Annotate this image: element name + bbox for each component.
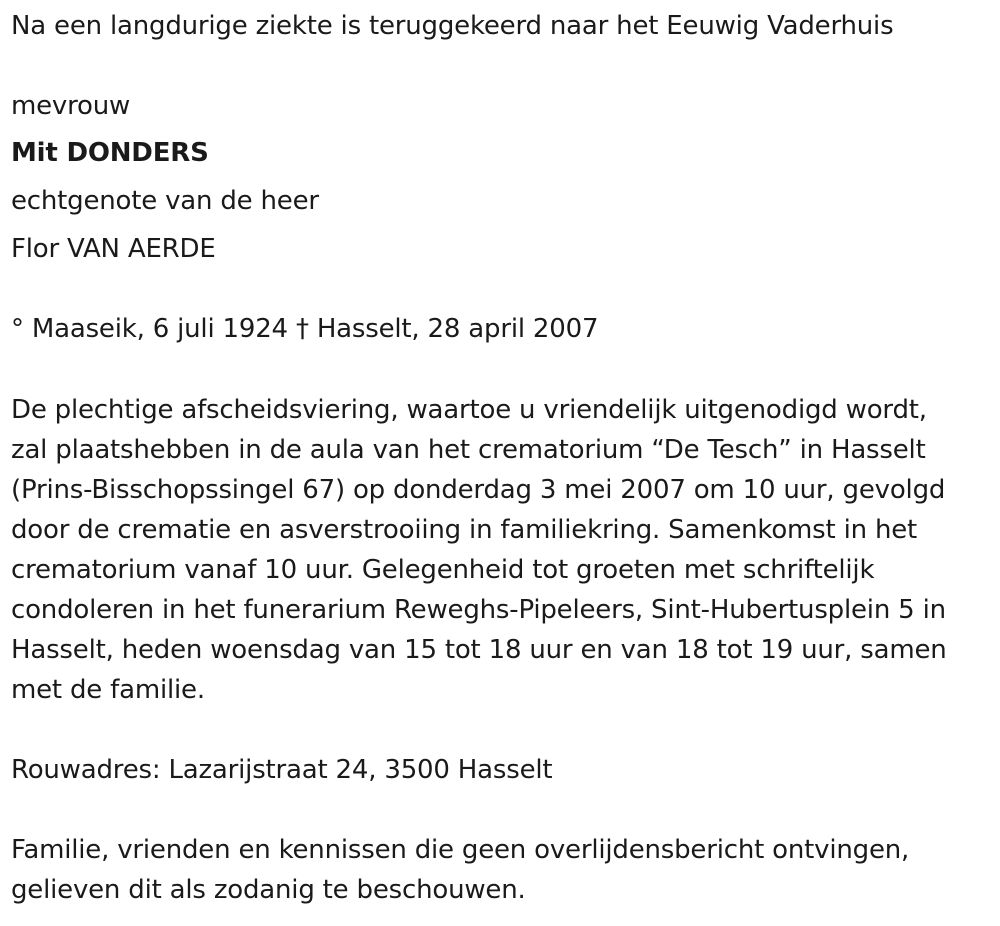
ceremony-line: crematorium vanaf 10 uur. Gelegenheid tot groeten met schriftelijk bbox=[11, 555, 875, 585]
ceremony-line: (Prins-Bisschopssingel 67) op donderdag 3 mei 2007 om 10 uur, gevolgd bbox=[11, 475, 946, 505]
deceased-name: Mit DONDERS bbox=[11, 138, 209, 168]
deceased-title: mevrouw bbox=[11, 91, 131, 121]
ceremony-paragraph bbox=[11, 390, 947, 710]
ceremony-line: De plechtige afscheidsviering, waartoe u vriendelijk uitgenodigd wordt, bbox=[11, 395, 927, 425]
spouse-name: Flor VAN AERDE bbox=[11, 234, 216, 264]
closing-paragraph bbox=[11, 830, 909, 910]
closing-line: Familie, vrienden en kennissen die geen overlijdensbericht ontvingen, bbox=[11, 835, 910, 865]
ceremony-line: met de familie. bbox=[11, 675, 205, 705]
ceremony-line: condoleren in het funerarium Reweghs-Pipeleers, Sint-Hubertusplein 5 in bbox=[11, 595, 946, 625]
spouse-intro: echtgenote van de heer bbox=[11, 186, 319, 216]
ceremony-line: Hasselt, heden woensdag van 15 tot 18 uur en van 18 tot 19 uur, samen bbox=[11, 635, 947, 665]
mourning-address: Rouwadres: Lazarijstraat 24, 3500 Hasselt bbox=[11, 755, 553, 785]
ceremony-line: door de crematie en asverstrooiing in familiekring. Samenkomst in het bbox=[11, 515, 918, 545]
closing-line: gelieven dit als zodanig te beschouwen. bbox=[11, 875, 526, 905]
intro-text: Na een langdurige ziekte is teruggekeerd naar het Eeuwig Vaderhuis bbox=[11, 11, 894, 41]
ceremony-line: zal plaatshebben in de aula van het crematorium “De Tesch” in Hasselt bbox=[11, 435, 926, 465]
birth-death-dates: ° Maaseik, 6 juli 1924 † Hasselt, 28 april 2007 bbox=[11, 314, 599, 344]
